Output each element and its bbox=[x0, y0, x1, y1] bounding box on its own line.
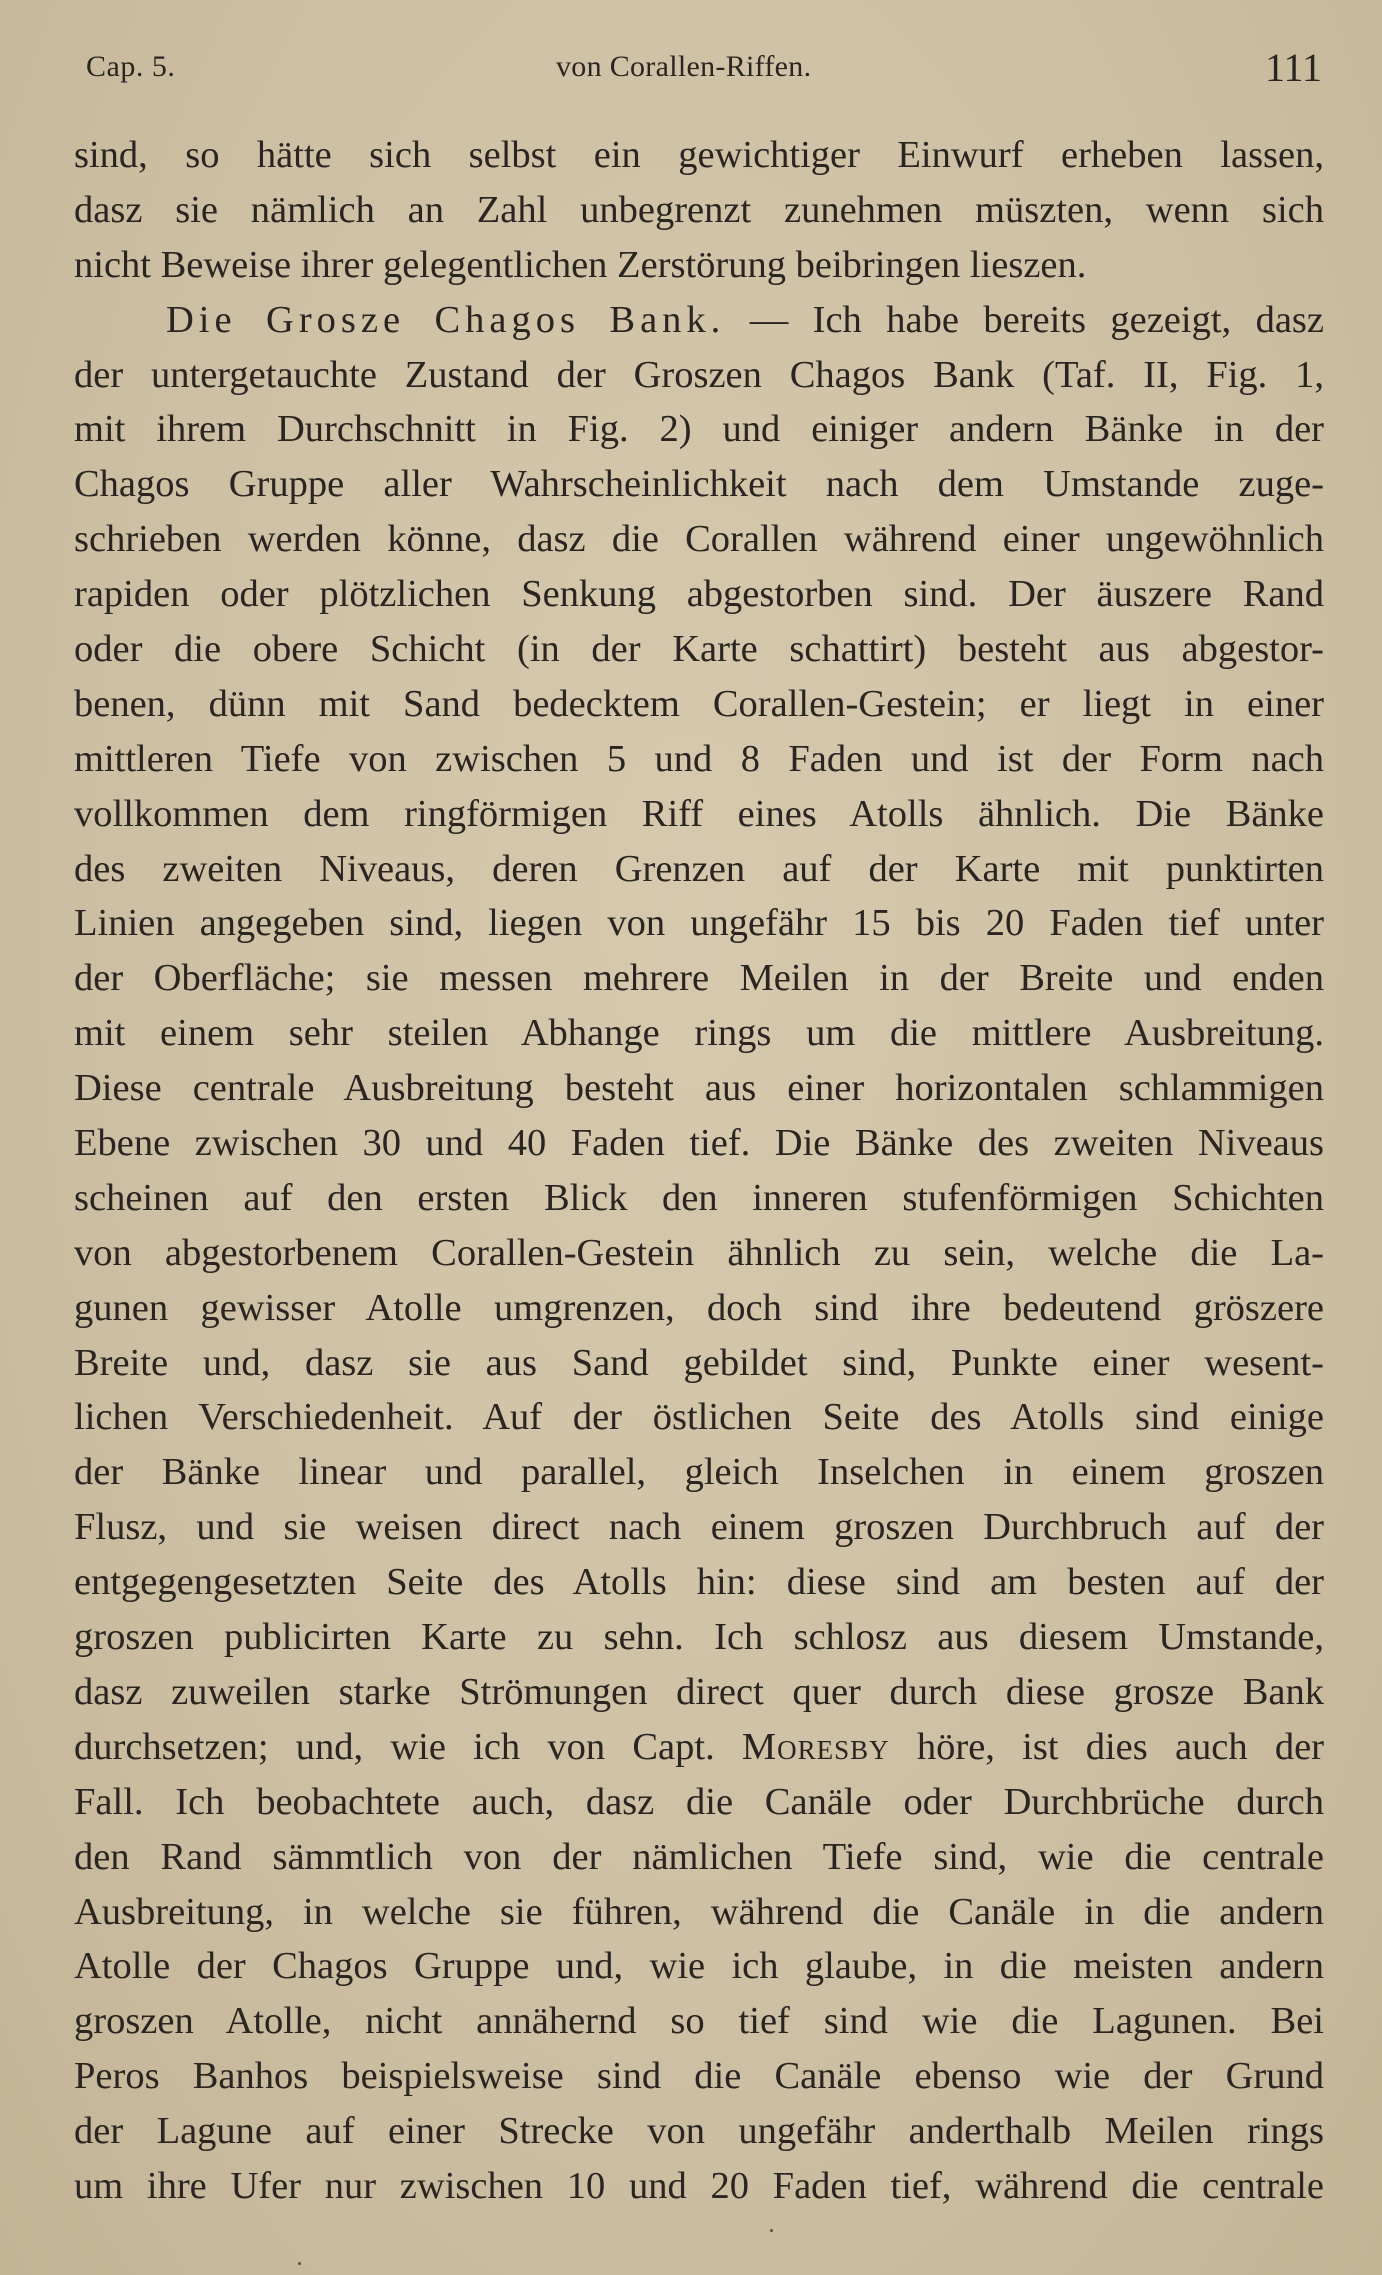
text-line: von abgestorbenem Corallen-Gestein ähnlich zu sein, welche die La- bbox=[74, 1231, 1324, 1274]
text-line: Flusz, und sie weisen direct nach einem groszen Durchbruch auf der bbox=[74, 1506, 1324, 1549]
text-line: benen, dünn mit Sand bedecktem Corallen-Gestein; er liegt in einer bbox=[74, 682, 1324, 725]
section-heading: Die Grosze Chagos Bank. bbox=[166, 298, 726, 341]
paper-speck bbox=[770, 2229, 773, 2232]
text-line: dasz zuweilen starke Strömungen direct quer durch diese grosze Bank bbox=[74, 1670, 1324, 1713]
text-line: nicht Beweise ihrer gelegentlichen Zerstörung beibringen lieszen. bbox=[74, 243, 1087, 286]
page-number: 111 bbox=[1264, 45, 1322, 90]
text-line: entgegengesetzten Seite des Atolls hin: diese sind am besten auf der bbox=[74, 1561, 1324, 1604]
author-name: Moresby bbox=[741, 1725, 890, 1768]
text-line: Ebene zwischen 30 und 40 Faden tief. Die Bänke des zweiten Niveaus bbox=[74, 1122, 1324, 1165]
paper-speck bbox=[298, 2262, 301, 2265]
text-line: oder die obere Schicht (in der Karte schattirt) besteht aus abgestor- bbox=[74, 628, 1324, 671]
text-line: Ausbreitung, in welche sie führen, während die Canäle in die andern bbox=[74, 1890, 1324, 1933]
text-line: schrieben werden könne, dasz die Corallen während einer ungewöhnlich bbox=[74, 518, 1324, 561]
moresby-line bbox=[74, 1720, 1324, 1775]
text-line: Diese centrale Ausbreitung besteht aus einer horizontalen schlammigen bbox=[74, 1067, 1324, 1110]
text-line: der untergetauchte Zustand der Groszen Chagos Bank (Taf. II, Fig. 1, bbox=[74, 353, 1324, 396]
text-line: der Lagune auf einer Strecke von ungefähr anderthalb Meilen rings bbox=[74, 2110, 1324, 2153]
text-line: der Oberfläche; sie messen mehrere Meilen in der Breite und enden bbox=[74, 957, 1324, 1000]
text-line: vollkommen dem ringförmigen Riff eines Atolls ähnlich. Die Bänke bbox=[74, 792, 1324, 835]
text-line: Fall. Ich beobachtete auch, dasz die Canäle oder Durchbrüche durch bbox=[74, 1780, 1324, 1823]
text-line: sind, so hätte sich selbst ein gewichtiger Einwurf erheben lassen, bbox=[74, 134, 1324, 176]
text-line: lichen Verschiedenheit. Auf der östlichen Seite des Atolls sind einige bbox=[74, 1396, 1324, 1439]
section-heading-rest: — Ich habe bereits gezeigt, dasz bbox=[725, 298, 1324, 341]
text-line: Breite und, dasz sie aus Sand gebildet sind, Punkte einer wesent- bbox=[74, 1341, 1324, 1384]
text-line: den Rand sämmtlich von der nämlichen Tiefe sind, wie die centrale bbox=[74, 1835, 1324, 1878]
text-line: rapiden oder plötzlichen Senkung abgestorben sind. Der äuszere Rand bbox=[74, 573, 1324, 616]
text-line: mit ihrem Durchschnitt in Fig. 2) und einiger andern Bänke in der bbox=[74, 408, 1324, 451]
text-line: mit einem sehr steilen Abhange rings um die mittlere Ausbreitung. bbox=[74, 1012, 1324, 1055]
body-text bbox=[74, 128, 1324, 2214]
text-line: groszen Atolle, nicht annähernd so tief sind wie die Lagunen. Bei bbox=[74, 2000, 1324, 2043]
text-line: Peros Banhos beispielsweise sind die Canäle ebenso wie der Grund bbox=[74, 2055, 1324, 2098]
text-line: groszen publicirten Karte zu sehn. Ich schlosz aus diesem Umstande, bbox=[74, 1616, 1324, 1659]
moresby-line-end: höre, ist dies auch der bbox=[889, 1725, 1324, 1768]
text-line: gunen gewisser Atolle umgrenzen, doch sind ihre bedeutend gröszere bbox=[74, 1286, 1324, 1329]
running-title: von Corallen-Riffen. bbox=[556, 50, 812, 83]
text-line: des zweiten Niveaus, deren Grenzen auf der Karte mit punktirten bbox=[74, 847, 1324, 890]
text-line: der Bänke linear und parallel, gleich Inselchen in einem groszen bbox=[74, 1451, 1324, 1494]
chapter-label: Cap. 5. bbox=[86, 50, 176, 83]
text-line: Chagos Gruppe aller Wahrscheinlichkeit nach dem Umstande zuge- bbox=[74, 463, 1324, 506]
text-line: Linien angegeben sind, liegen von ungefähr 15 bis 20 Faden tief unter bbox=[74, 902, 1324, 945]
section-heading-line bbox=[74, 293, 1324, 348]
running-header bbox=[86, 44, 1322, 104]
text-line: dasz sie nämlich an Zahl unbegrenzt zunehmen müszten, wenn sich bbox=[74, 188, 1324, 231]
text-line: mittleren Tiefe von zwischen 5 und 8 Faden und ist der Form nach bbox=[74, 737, 1324, 780]
text-line: um ihre Ufer nur zwischen 10 und 20 Faden tief, während die centrale bbox=[74, 2164, 1324, 2207]
moresby-line-start: durchsetzen; und, wie ich von Capt. bbox=[74, 1725, 742, 1768]
text-line: Atolle der Chagos Gruppe und, wie ich glaube, in die meisten andern bbox=[74, 1945, 1324, 1988]
text-line: scheinen auf den ersten Blick den inneren stufenförmigen Schichten bbox=[74, 1176, 1324, 1219]
